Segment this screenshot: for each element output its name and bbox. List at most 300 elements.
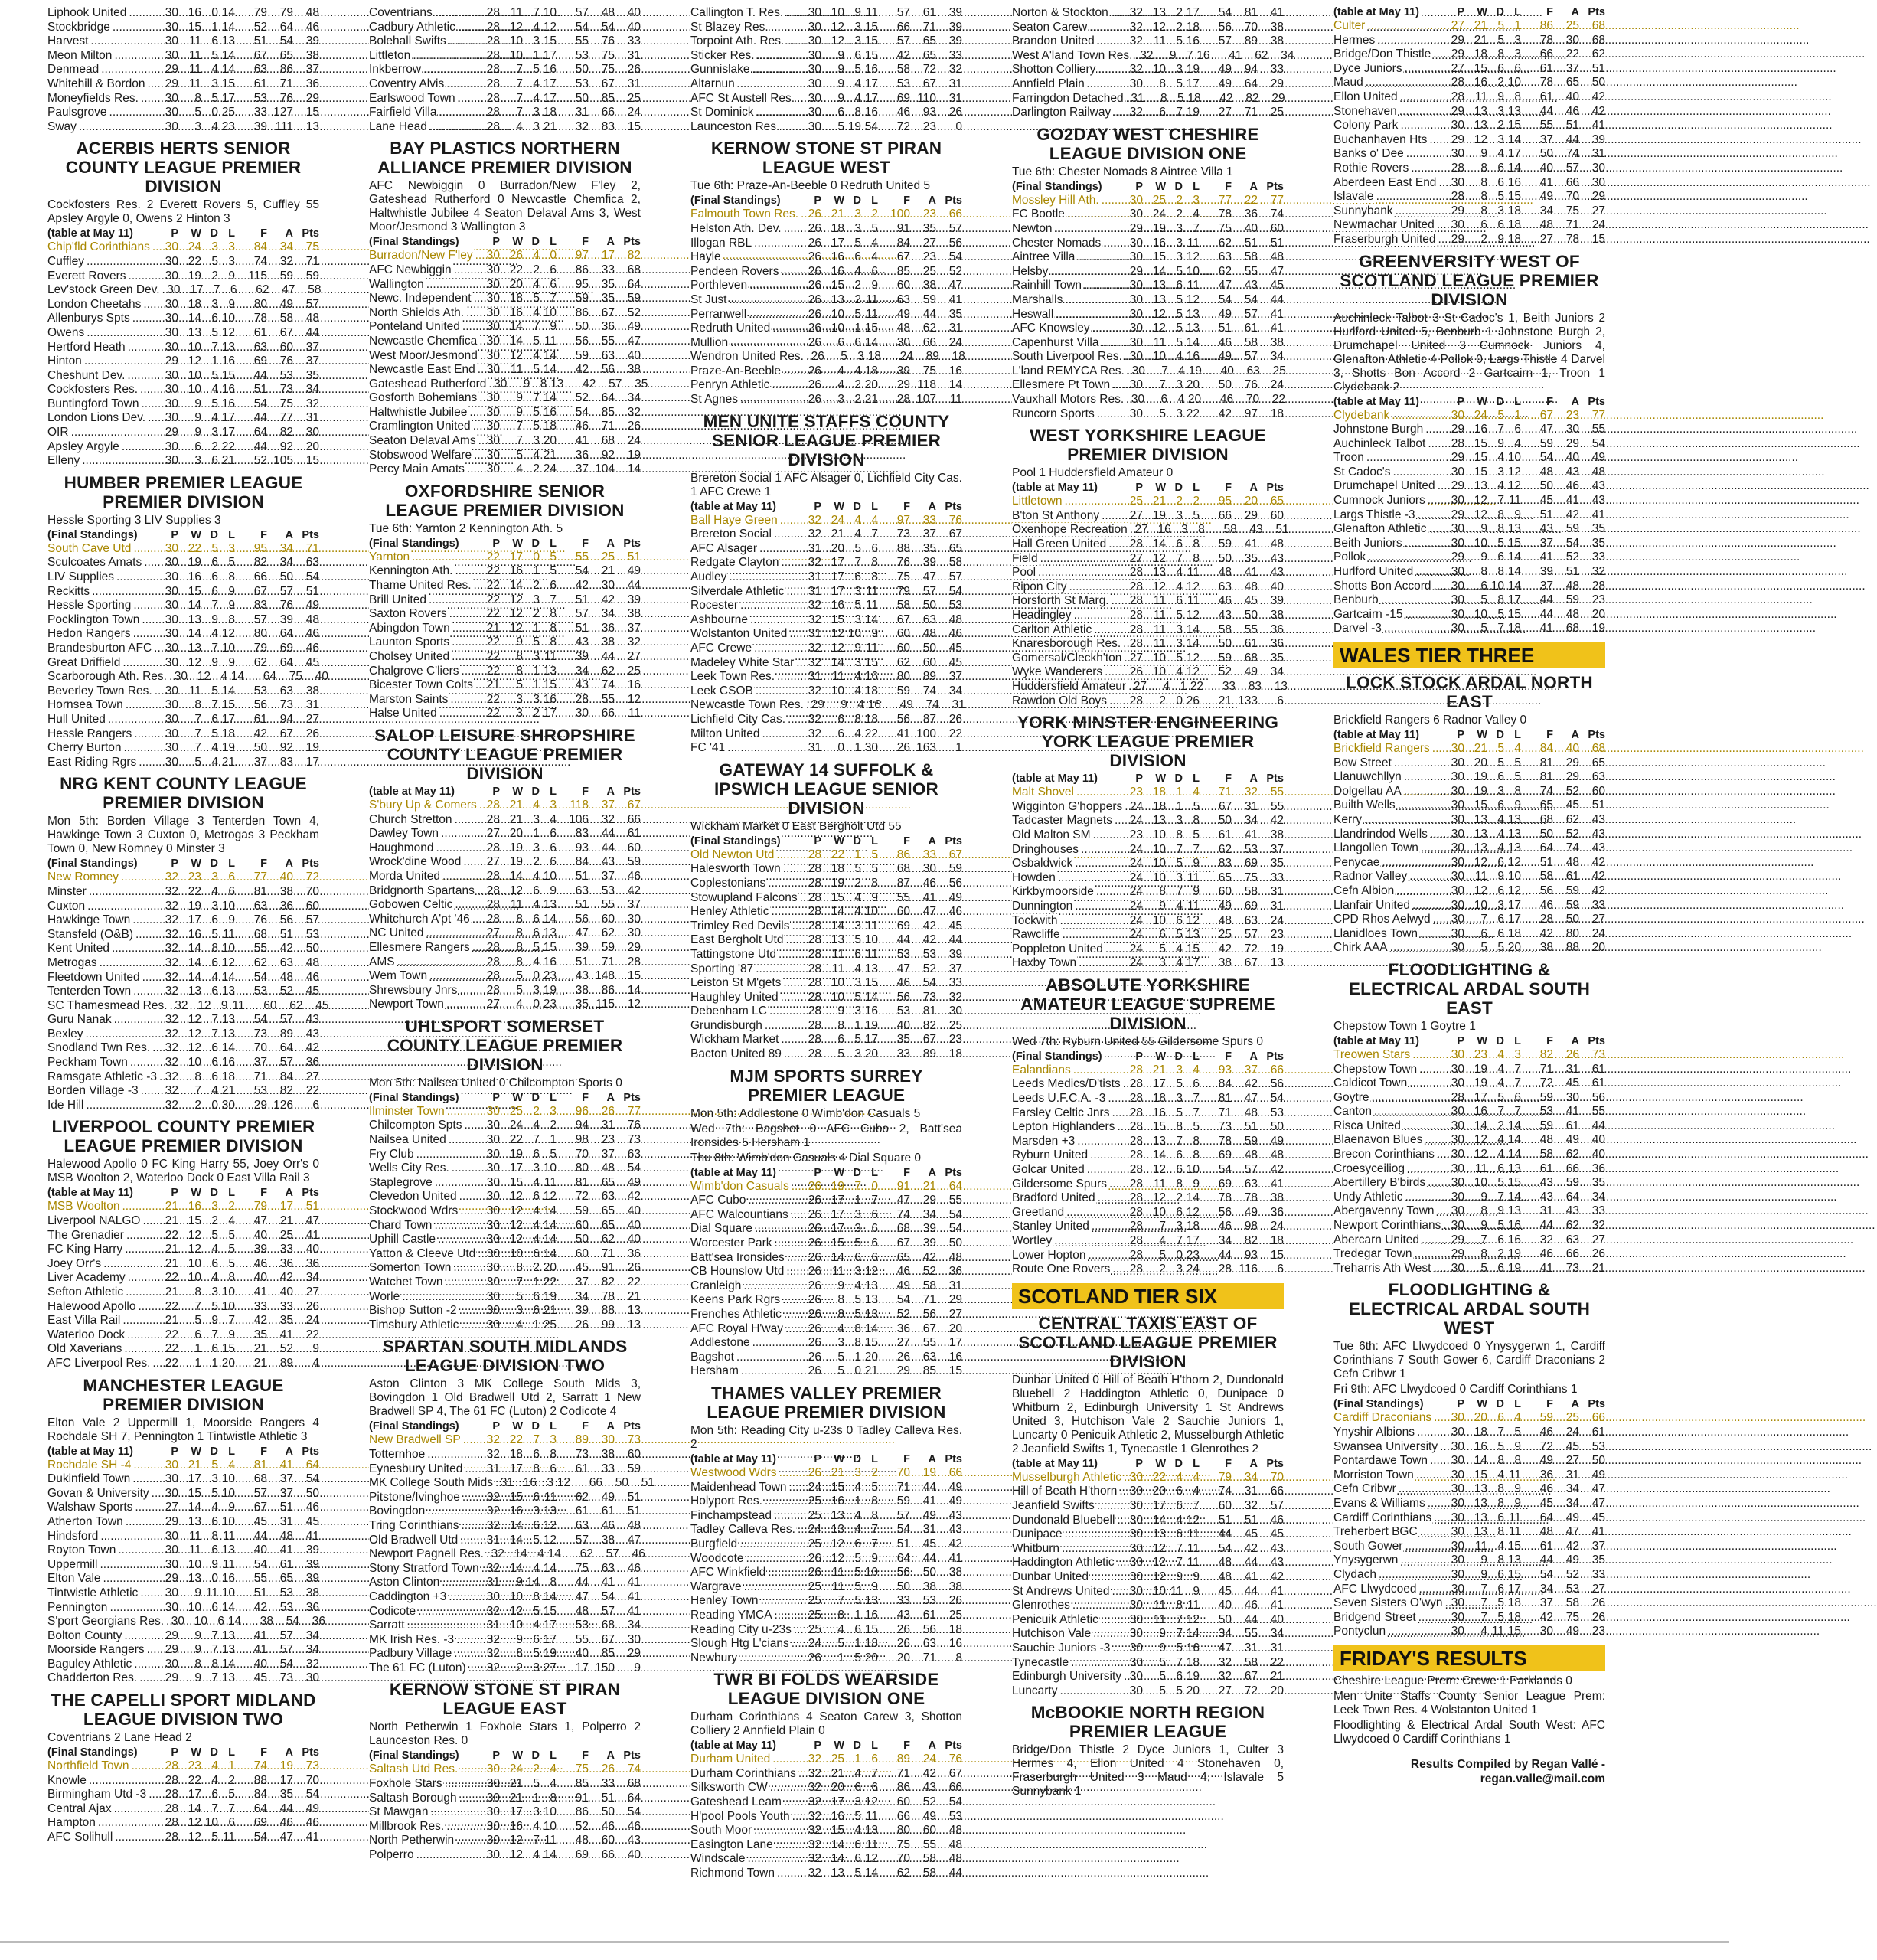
table-row: [690, 1019, 962, 1034]
stat-cell: 5: [871, 848, 878, 861]
stat-cell: 8: [211, 1657, 218, 1671]
stat-cell: 93: [575, 841, 589, 854]
table-row: [1333, 913, 1605, 927]
header-col: F: [903, 1166, 910, 1179]
stat-cell: 2: [1159, 1263, 1166, 1276]
stat-cell: 23: [1186, 1248, 1200, 1262]
team-name-text: Inkberrow: [369, 63, 422, 77]
stat-cell: 30: [1565, 33, 1579, 47]
team-name: [1333, 941, 1444, 956]
stat-cell: 68: [896, 1222, 910, 1236]
team-name-text: S'bury Up & Comers: [369, 798, 477, 812]
stat-cell: 98: [575, 1133, 589, 1147]
team-name-text: Llanfair United: [1333, 898, 1410, 912]
table-row: [369, 49, 641, 64]
stat-cell: 59: [896, 1494, 910, 1508]
team-name: [690, 92, 801, 106]
header-col: F: [582, 1420, 589, 1433]
team-name: [690, 1004, 801, 1019]
table-row: [369, 63, 641, 77]
stat-cell: 21: [922, 1179, 936, 1193]
stat-cell: 46: [1218, 594, 1232, 608]
team-name: [369, 593, 480, 608]
team-name: [690, 948, 801, 962]
table-row: [369, 1792, 641, 1806]
stat-cell: 73: [627, 1133, 641, 1147]
stat-cell: 14: [221, 20, 235, 34]
stat-cell: 59: [575, 1204, 589, 1218]
stat-cell: 4: [537, 1547, 544, 1561]
team-name: [47, 942, 158, 956]
stat-cell: 8: [211, 1529, 218, 1543]
stat-cell: 40: [627, 1233, 641, 1246]
stat-cell: 21: [279, 1214, 293, 1228]
stat-cell: 47: [627, 1533, 641, 1547]
stat-cell: 49: [922, 1508, 936, 1522]
match-results: Pool 1 Huddersfield Amateur 0: [1012, 466, 1174, 480]
stat-cell: 4: [837, 1321, 844, 1335]
stat-cell: 42: [1218, 942, 1232, 956]
table-row: [369, 1647, 641, 1661]
stat-cell: 17: [1507, 898, 1521, 912]
stat-cell: 44: [601, 650, 615, 663]
stat-cell: 74: [627, 1762, 641, 1776]
stat-cell: 25: [1152, 193, 1166, 207]
stat-cell: 20: [1507, 941, 1521, 955]
stat-cell: 21: [1270, 1670, 1284, 1684]
header-col: W: [512, 1091, 523, 1104]
header-col: W: [834, 500, 844, 513]
stat-cell: 28: [808, 862, 821, 876]
team-name: [369, 21, 480, 35]
stat-cell: 5: [1497, 742, 1504, 755]
team-name: [369, 870, 480, 884]
stat-cell: 7: [1176, 1541, 1183, 1555]
stat-cell: 80: [575, 1161, 589, 1175]
match-results: Wed 7th: Bagshot 0 AFC Cubo 2, Batt'sea Ironsides 5 Hersham 1: [690, 1122, 962, 1149]
table-header: [1333, 1035, 1605, 1048]
stat-cell: 4: [211, 1243, 218, 1256]
table-label: [369, 236, 480, 249]
team-name-text: Canton: [1333, 1105, 1372, 1119]
stat-cell: 33: [922, 848, 936, 861]
stat-cell: 18: [188, 297, 201, 311]
stat-cell: 26: [808, 322, 821, 335]
stat-cell: 34: [627, 1619, 641, 1632]
table-row: [47, 1601, 319, 1615]
stat-cell: 7: [194, 741, 201, 755]
stat-cell: 28: [808, 947, 821, 961]
team-name: [1333, 1162, 1444, 1177]
stat-cell: 89: [925, 350, 939, 364]
team-name-text: Islavale: [1333, 190, 1374, 204]
team-name-text: AFC Royal H'way: [690, 1321, 783, 1335]
team-name: [1333, 1091, 1444, 1106]
stat-cell: 15: [543, 34, 557, 48]
team-name-text: Gosforth Bohemians: [369, 391, 478, 405]
table-row: [47, 6, 319, 21]
stat-cell: 61: [575, 1504, 589, 1518]
stat-cell: 93: [1244, 1248, 1258, 1262]
stat-cell: 5: [1497, 408, 1504, 422]
stat-cell: 24: [1129, 814, 1143, 828]
team-name-text: The Grenadier: [47, 1228, 124, 1242]
stat-cell: 6: [194, 1328, 201, 1341]
team-name: [47, 1342, 158, 1357]
team-name: [47, 985, 158, 999]
table-row: [369, 292, 641, 306]
stat-cell: 76: [1244, 378, 1258, 392]
stat-cell: 30: [486, 277, 500, 291]
team-name-text: Wickham Market: [690, 1033, 779, 1047]
table-row: [1333, 62, 1605, 77]
stat-cell: 54: [948, 584, 962, 598]
stat-cell: 41: [1244, 1570, 1258, 1583]
stat-cell: 30: [1451, 855, 1464, 869]
team-name-text: Chester Nomads: [1012, 236, 1102, 250]
table-header-columns: [1123, 181, 1284, 194]
stat-cell: 89: [896, 1753, 910, 1766]
league-table: [47, 1746, 319, 1845]
stat-cell: 12: [1507, 855, 1521, 869]
table-row: [47, 1257, 319, 1272]
stat-cell: 7: [1193, 1498, 1200, 1512]
stat-cell: 10: [864, 933, 878, 947]
stat-cell: 30: [165, 106, 178, 119]
stat-cell: 9: [211, 1557, 218, 1571]
stat-cell: 13: [1270, 956, 1284, 970]
header-col: W: [1477, 6, 1487, 18]
table-row: [369, 827, 641, 841]
stat-cell: 30: [486, 1304, 500, 1318]
stat-cell: 19: [847, 119, 861, 133]
stat-cell: 71: [601, 1246, 615, 1260]
team-name: [369, 1547, 485, 1562]
stat-cell: 6: [211, 1070, 218, 1083]
team-name: [369, 1219, 480, 1233]
stat-cell: 3: [516, 692, 523, 706]
stat-cell: 4: [533, 1218, 540, 1232]
stat-cell: 30: [165, 1472, 178, 1486]
team-name-text: Malt Shovel: [1012, 786, 1074, 799]
table-label: [1012, 181, 1123, 194]
stat-cell: 28: [1129, 1077, 1143, 1091]
stat-cell: 27: [1129, 651, 1143, 665]
table-row: [369, 1820, 641, 1834]
stat-cell: 41: [1539, 622, 1553, 635]
stat-cell: 63: [601, 1190, 615, 1204]
stat-cell: 8: [854, 1321, 861, 1335]
stat-cell: 66: [601, 707, 615, 720]
stat-cell: 44: [305, 325, 319, 339]
stat-cell: 28: [808, 976, 821, 990]
stat-cell: 79: [279, 6, 293, 19]
team-name: [369, 1633, 480, 1648]
table-row: [369, 1233, 641, 1247]
header-col: P: [492, 1749, 500, 1762]
stat-cell: 56: [948, 236, 962, 250]
stat-cell: 77: [1218, 193, 1232, 207]
table-row: [369, 1834, 641, 1848]
stat-cell: 126: [273, 1098, 293, 1112]
stat-cell: 5: [550, 1147, 557, 1161]
team-name: [47, 326, 158, 341]
team-name: [47, 585, 158, 599]
header-col: Pts: [1588, 1034, 1605, 1047]
stat-cell: 14: [188, 956, 201, 969]
stat-cell: 8: [1514, 784, 1521, 798]
stat-cell: 60: [575, 1218, 589, 1232]
team-name-text: Tring Corinthians: [369, 1518, 459, 1532]
stat-cell: 2: [1497, 76, 1504, 90]
stat-cell: 69: [279, 642, 293, 655]
team-name-text: Littletown: [1012, 495, 1063, 508]
stat-cell: 6: [1514, 61, 1521, 75]
stat-cell: 49: [1218, 899, 1232, 913]
team-name-text: Marsden +3: [1012, 1134, 1076, 1148]
team-name-text: Harvest: [47, 34, 89, 48]
team-name-text: Old Xaverians: [47, 1342, 122, 1356]
stat-cell: 10: [1152, 1205, 1166, 1219]
team-name: [369, 1534, 480, 1548]
stat-cell: 62: [1218, 264, 1232, 278]
stat-cell: 65: [601, 1218, 615, 1232]
stat-cell: 6: [1497, 161, 1504, 175]
stat-cell: 44: [922, 1551, 936, 1565]
stat-cell: 8: [1193, 551, 1200, 565]
team-name: [369, 1519, 480, 1534]
team-name-text: Benburb: [1333, 593, 1379, 607]
stat-cell: 9: [194, 1643, 201, 1657]
table-row: [369, 1105, 641, 1119]
table-row: [1012, 77, 1284, 92]
league-heading: NRG KENT COUNTY LEAGUE PREMIER DIVISION: [60, 774, 307, 813]
stat-cell: 10: [864, 1566, 878, 1579]
team-name: [690, 1552, 801, 1566]
stat-cell: 7: [1161, 364, 1168, 377]
match-results: Hessle Sporting 3 LIV Supplies 3: [47, 513, 221, 527]
stat-cell: 41: [253, 1285, 267, 1298]
stat-cell: 6: [230, 283, 237, 297]
team-name: [1012, 942, 1123, 957]
team-name: [369, 1792, 480, 1806]
stat-cell: 11: [510, 898, 523, 912]
stat-cell: 63: [601, 348, 615, 362]
team-name-text: Pocklington Town: [47, 612, 140, 626]
stat-cell: 133: [1238, 694, 1258, 707]
stat-cell: 30: [486, 1318, 500, 1331]
stat-cell: 25: [831, 1753, 844, 1766]
stat-cell: 30: [165, 1600, 178, 1614]
stat-cell: 6: [1497, 61, 1504, 75]
stat-cell: 10: [1490, 579, 1504, 593]
stat-cell: 3: [854, 1004, 861, 1018]
stat-cell: 25: [808, 1537, 821, 1550]
team-name: [690, 1265, 801, 1279]
stat-cell: 31: [808, 741, 821, 755]
stat-cell: 78: [1565, 232, 1579, 246]
stat-cell: 28: [1451, 190, 1464, 204]
stat-cell: 7: [533, 1133, 540, 1147]
stat-cell: 28: [486, 841, 500, 854]
stat-cell: 28: [1129, 1134, 1143, 1148]
stat-cell: 84: [1539, 742, 1553, 755]
stat-cell: 69: [575, 1848, 589, 1862]
table-row: [1012, 48, 1294, 64]
league-table: [690, 6, 962, 134]
header-col: L: [1193, 773, 1200, 786]
stat-cell: 4: [533, 1848, 540, 1862]
stat-cell: 110: [917, 91, 936, 105]
stat-cell: 8: [1159, 885, 1166, 899]
league-table: [47, 1187, 319, 1370]
stat-cell: 78: [1218, 1134, 1232, 1148]
stat-cell: 59: [1218, 651, 1232, 665]
header-col: Pts: [302, 1746, 319, 1759]
stat-cell: 9: [837, 77, 844, 90]
team-name-text: Pollok: [1333, 550, 1366, 564]
stat-cell: 74: [601, 678, 615, 692]
team-name-text: Headingley: [1012, 609, 1072, 622]
team-name-text: Rochdale SH -4: [47, 1458, 132, 1472]
stat-cell: 43: [1539, 1176, 1553, 1190]
stat-cell: 53: [575, 48, 589, 62]
stat-cell: 32: [1591, 565, 1605, 579]
stat-cell: 73: [922, 990, 936, 1004]
stat-cell: 12: [1186, 1513, 1200, 1527]
stat-cell: 43: [575, 635, 589, 649]
stat-cell: 27: [896, 1336, 910, 1350]
stat-cell: 44: [1539, 593, 1553, 607]
stat-cell: 13: [1474, 827, 1487, 841]
stat-cell: 8: [194, 1070, 201, 1083]
stat-cell: 14: [1186, 1627, 1200, 1641]
table-header-columns: [158, 1746, 319, 1759]
stat-cell: 42: [279, 942, 293, 956]
header-col: P: [814, 1452, 821, 1465]
team-name-text: Newcastle Town Res.: [690, 698, 804, 712]
stat-cell: 54: [305, 570, 319, 584]
league-table: [47, 227, 322, 469]
table-row: [369, 926, 641, 941]
stat-cell: 22: [165, 1342, 178, 1356]
table-row: [369, 1805, 641, 1820]
stat-cell: 10: [1474, 536, 1487, 550]
team-name: [47, 34, 158, 49]
stat-cell: 50: [575, 320, 589, 334]
team-name: [47, 556, 158, 570]
stat-cell: 42: [1591, 855, 1605, 869]
table-row: [369, 391, 641, 406]
stat-cell: 17: [864, 1033, 878, 1047]
stat-cell: 9: [550, 884, 557, 897]
team-name-text: Eynesbury United: [369, 1462, 463, 1475]
stat-cell: 43: [1591, 812, 1605, 826]
team-name: [690, 49, 801, 64]
stat-cell: 62: [256, 283, 269, 297]
stat-cell: 17: [1507, 593, 1521, 607]
team-name: [47, 397, 158, 412]
stat-cell: 21: [221, 1084, 235, 1098]
stat-cell: 29: [1451, 423, 1464, 436]
table-row: [369, 564, 641, 579]
stat-cell: 9: [1193, 1570, 1200, 1583]
stat-cell: 28: [1129, 1106, 1143, 1119]
stat-cell: 30: [165, 655, 178, 669]
table-row: [369, 1547, 645, 1562]
stat-cell: 12: [831, 627, 844, 641]
table-label-text: (table at May 11): [1012, 773, 1098, 786]
stat-cell: 29: [165, 77, 178, 90]
stat-cell: 26: [808, 1265, 821, 1279]
league-heading: UHLSPORT SOMERSET COUNTY LEAGUE PREMIER DIVISION: [387, 1016, 623, 1074]
stat-cell: 0: [533, 969, 540, 983]
stat-cell: 31: [948, 91, 962, 105]
stat-cell: 2: [854, 393, 861, 407]
stat-cell: 81: [1244, 6, 1258, 19]
stat-cell: 1: [211, 1356, 218, 1370]
table-row: [1012, 914, 1284, 929]
stat-cell: 3: [533, 812, 540, 826]
stat-cell: 54: [922, 976, 936, 990]
stat-cell: 4: [228, 1214, 235, 1228]
team-name-text: Wolstanton United: [690, 627, 788, 641]
stat-cell: 78: [1244, 1191, 1258, 1205]
stat-cell: 5: [1497, 536, 1504, 550]
team-name-text: Stanley United: [1012, 1220, 1089, 1233]
stat-cell: 19: [1186, 106, 1200, 119]
header-col: Pts: [1588, 729, 1605, 741]
table-header: [47, 1446, 319, 1459]
stat-cell: 4: [533, 348, 540, 362]
stat-cell: 49: [1591, 451, 1605, 465]
stat-cell: 64: [1244, 77, 1258, 90]
stat-cell: 18: [864, 1637, 878, 1651]
team-name: [47, 1271, 158, 1285]
stat-cell: 4: [1176, 1513, 1183, 1527]
stat-cell: 52: [253, 20, 267, 34]
stat-cell: 59: [1539, 436, 1553, 450]
stat-cell: 56: [1270, 1077, 1284, 1091]
stat-cell: 1: [228, 1759, 235, 1773]
stat-cell: 6: [211, 1256, 218, 1270]
stat-cell: 22: [948, 727, 962, 740]
stat-cell: 37: [627, 898, 641, 912]
stat-cell: 61: [1591, 1062, 1605, 1076]
stat-cell: 42: [1270, 1570, 1284, 1583]
stat-cell: 4: [211, 741, 218, 755]
stat-cell: 4: [854, 905, 861, 919]
stat-cell: 41: [922, 890, 936, 904]
stat-cell: 42: [922, 1766, 936, 1780]
stat-cell: 37: [922, 528, 936, 541]
stat-cell: 38: [601, 1447, 615, 1461]
team-name-text: Torpoint Ath. Res.: [690, 34, 785, 48]
stat-cell: 29: [165, 426, 178, 439]
stat-cell: 11: [1187, 236, 1200, 250]
stat-cell: 20: [1186, 1684, 1200, 1697]
stat-cell: 12: [1186, 913, 1200, 927]
team-name-text: Walshaw Sports: [47, 1501, 133, 1514]
table-row: [690, 933, 962, 948]
stat-cell: 28: [486, 969, 500, 983]
stat-cell: 32: [808, 528, 821, 541]
table-row: [690, 976, 962, 991]
stat-cell: 75: [279, 397, 293, 410]
team-name: [47, 1285, 158, 1300]
stat-cell: 30: [1129, 407, 1143, 420]
header-col: F: [260, 1187, 267, 1200]
